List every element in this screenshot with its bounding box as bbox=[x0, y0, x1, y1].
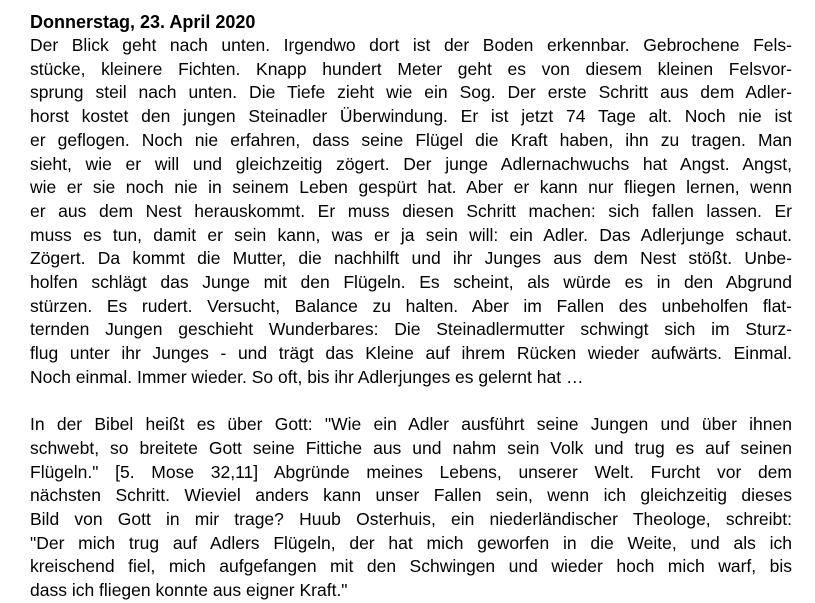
text-line: In der Bibel heißt es über Gott: "Wie ein Adler ausführt seine Jungen und über ihnen bbox=[30, 414, 792, 435]
text-line: er geflogen. Noch nie erfahren, dass seine Flügel die Kraft haben, ihn zu tragen. Man bbox=[30, 129, 792, 150]
text-line: stürzen. Es rudert. Versucht, Balance zu halten. Aber im Fallen des unbeholfen flat- bbox=[30, 295, 792, 316]
text-line: flug unter ihr Junges - und trägt das Kleine auf ihrem Rücken wieder aufwärts. Einmal. bbox=[30, 343, 792, 364]
text-line: muss es tun, damit er sein kann, was er ja sein will: ein Adler. Das Adlerjunge schaut. bbox=[30, 224, 792, 245]
document-title: Donnerstag, 23. April 2020 bbox=[30, 12, 256, 32]
text-line: kreischend fiel, mich aufgefangen mit den Schwingen und wieder hoch mich warf, bis bbox=[30, 556, 792, 577]
text-line: Der Blick geht nach unten. Irgendwo dort ist der Boden erkennbar. Gebrochene Fels- bbox=[30, 35, 792, 55]
paragraph-bible-quote bbox=[30, 413, 792, 603]
paragraph-eagle-story bbox=[30, 34, 792, 390]
text-line: holfen schlägt das Junge mit den Flügeln. Es scheint, als würde es in den Abgrund bbox=[30, 272, 792, 293]
paragraph-spacer bbox=[30, 390, 792, 414]
text-line: er aus dem Nest herauskommt. Er muss diesen Schritt machen: sich fallen lassen. Er bbox=[30, 200, 792, 221]
text-line: schwebt, so breitete Gott seine Fittiche aus und nahm sein Volk und trug es auf seinen bbox=[30, 437, 792, 458]
text-line: "Der mich trug auf Adlers Flügeln, der hat mich geworfen in die Weite, und als ich bbox=[30, 532, 792, 553]
document-page bbox=[30, 11, 792, 603]
text-line: horst kostet den jungen Steinadler Überwindung. Er ist jetzt 74 Tage alt. Noch nie ist bbox=[30, 106, 792, 127]
text-line: nächsten Schritt. Wieviel anders kann unser Fallen sein, wenn ich gleichzeitig dieses bbox=[30, 485, 792, 506]
text-line: Zögert. Da kommt die Mutter, die nachhilft und ihr Junges aus dem Nest stößt. Unbe- bbox=[30, 248, 792, 269]
text-line: sprung steil nach unten. Die Tiefe zieht wie ein Sog. Der erste Schritt aus dem Adler- bbox=[30, 82, 792, 103]
text-line: wie er sie noch nie in seinem Leben gespürt hat. Aber er kann nur fliegen lernen, wenn bbox=[30, 177, 792, 198]
text-line: ternden Jungen geschieht Wunderbares: Die Steinadlermutter schwingt sich im Sturz- bbox=[30, 319, 792, 340]
text-line: dass ich fliegen konnte aus eigner Kraft." bbox=[30, 580, 348, 601]
text-line: Flügeln." [5. Mose 32,11] Abgründe meines Lebens, unserer Welt. Furcht vor dem bbox=[30, 461, 792, 482]
text-line: sieht, wie er will und gleichzeitig zögert. Der junge Adlernachwuchs hat Angst. Angst, bbox=[30, 153, 792, 174]
text-line: Noch einmal. Immer wieder. So oft, bis ihr Adlerjunges es gelernt hat … bbox=[30, 366, 584, 387]
text-line: stücke, kleinere Fichten. Knapp hundert Meter geht es von diesem kleinen Felsvor- bbox=[30, 58, 792, 79]
text-line: Bild von Gott in mir trage? Huub Osterhuis, ein niederländischer Theologe, schreibt: bbox=[30, 509, 792, 530]
